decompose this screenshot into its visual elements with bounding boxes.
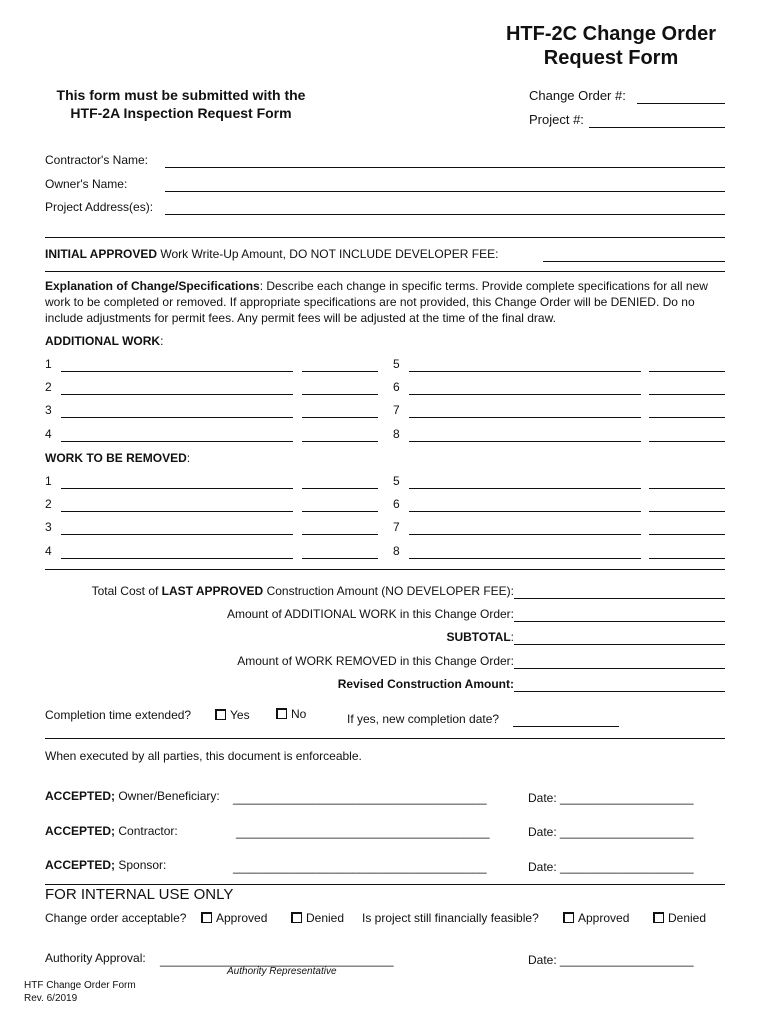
- authority-date-field[interactable]: Date: ____________________: [528, 953, 694, 967]
- address-label: Project Address(es):: [45, 200, 154, 214]
- removed-item-desc-field[interactable]: [61, 511, 293, 512]
- divider-3: [45, 738, 725, 739]
- removed-item-number: 3: [45, 520, 52, 534]
- additional-item-amount-field[interactable]: [302, 417, 378, 418]
- removed-item-number: 4: [45, 544, 52, 558]
- removed-amount-field[interactable]: [514, 668, 725, 669]
- footer-form-name: HTF Change Order Form: [24, 980, 136, 991]
- removed-item-number: 1: [45, 474, 52, 488]
- accepted-bold: ACCEPTED;: [45, 789, 116, 803]
- owner-date-field[interactable]: Date: ____________________: [528, 791, 694, 805]
- new-date-label: If yes, new completion date?: [347, 712, 500, 726]
- acceptable-label: Change order acceptable?: [45, 911, 187, 925]
- footer-revision: Rev. 6/2019: [24, 993, 78, 1004]
- feasible-denied-label: Denied: [668, 911, 707, 925]
- accepted-bold: ACCEPTED;: [45, 858, 116, 872]
- yes-checkbox[interactable]: [215, 709, 226, 720]
- initial-approved-rest: Work Write-Up Amount, DO NOT INCLUDE DEVELOPER FEE:: [157, 247, 499, 261]
- change-order-label: Change Order #:: [529, 88, 626, 103]
- removed-amount-label: Amount of WORK REMOVED in this Change Order:: [237, 654, 514, 668]
- additional-item-desc-field[interactable]: [409, 394, 641, 395]
- owner-label: Owner's Name:: [45, 177, 128, 191]
- additional-item-number: 5: [393, 357, 400, 371]
- removed-item-amount-field[interactable]: [649, 488, 725, 489]
- contractor-name-field[interactable]: [165, 167, 725, 168]
- divider-2: [45, 569, 725, 570]
- removed-item-number: 2: [45, 497, 52, 511]
- sponsor-date-field[interactable]: Date: ____________________: [528, 860, 694, 874]
- feasible-approved-checkbox[interactable]: [563, 912, 574, 923]
- no-label: No: [291, 707, 307, 721]
- additional-item-number: 8: [393, 427, 400, 441]
- initial-approved-bold: INITIAL APPROVED: [45, 247, 158, 261]
- explanation-text: [45, 278, 725, 326]
- work-removed-heading: [45, 451, 190, 465]
- feasible-approved-label: Approved: [578, 911, 630, 925]
- explanation-rest: : Describe each change in specific terms. Provide complete specifications for all new work to be completed or removed. If appropriate specifications are not provided, this Change Order will be DENIED. Do no include adjustments for permit fees. Any permit fees will be adjusted at the time of the final draw.: [45, 279, 708, 325]
- last-approved-amount-field[interactable]: [514, 598, 725, 599]
- contractor-signature-line[interactable]: ______________________________________: [236, 825, 490, 839]
- additional-item-amount-field[interactable]: [649, 441, 725, 442]
- additional-item-amount-field[interactable]: [649, 417, 725, 418]
- removed-item-amount-field[interactable]: [649, 511, 725, 512]
- additional-item-desc-field[interactable]: [409, 371, 641, 372]
- owner-name-field[interactable]: [165, 191, 725, 192]
- subtotal-text: SUBTOTAL: [446, 630, 511, 644]
- subtotal-field[interactable]: [514, 644, 725, 645]
- removed-item-desc-field[interactable]: [61, 558, 293, 559]
- denied-checkbox[interactable]: [291, 912, 302, 923]
- contractor-signature-label: [45, 824, 178, 838]
- completion-no-option[interactable]: [276, 707, 306, 721]
- sponsor-signature-line[interactable]: ______________________________________: [233, 860, 487, 874]
- last-approved-label: [92, 584, 514, 598]
- completion-label: Completion time extended?: [45, 708, 192, 722]
- change-order-number-field[interactable]: [637, 103, 725, 104]
- removed-item-number: 6: [393, 497, 400, 511]
- new-completion-date-field[interactable]: [513, 726, 619, 727]
- project-address-field[interactable]: [165, 214, 725, 215]
- enforce-text: When executed by all parties, this document is enforceable.: [45, 749, 362, 763]
- sponsor-role: Sponsor:: [115, 858, 167, 872]
- internal-use-heading: FOR INTERNAL USE ONLY: [45, 886, 234, 903]
- additional-item-desc-field[interactable]: [61, 394, 293, 395]
- acceptable-approved-option[interactable]: [201, 911, 267, 925]
- feasible-approved-option[interactable]: [563, 911, 629, 925]
- additional-item-desc-field[interactable]: [61, 371, 293, 372]
- additional-work-colon: :: [160, 334, 164, 348]
- additional-item-desc-field[interactable]: [61, 441, 293, 442]
- owner-signature-label: [45, 789, 220, 803]
- work-removed-colon: :: [186, 451, 191, 465]
- revised-amount-label: Revised Construction Amount:: [337, 677, 514, 691]
- additional-item-number: 3: [45, 403, 52, 417]
- additional-item-number: 6: [393, 380, 400, 394]
- contractor-label: Contractor's Name:: [45, 153, 148, 167]
- authority-approval-label: Authority Approval:: [45, 951, 146, 965]
- removed-item-amount-field[interactable]: [302, 488, 378, 489]
- owner-role: Owner/Beneficiary:: [115, 789, 220, 803]
- removed-item-amount-field[interactable]: [302, 558, 378, 559]
- removed-item-number: 8: [393, 544, 400, 558]
- yes-label: Yes: [230, 708, 250, 722]
- work-removed-heading-text: WORK TO BE REMOVED: [45, 451, 187, 465]
- denied-label: Denied: [306, 911, 345, 925]
- last-approved-bold: LAST APPROVED: [161, 584, 264, 598]
- additional-item-amount-field[interactable]: [302, 371, 378, 372]
- contractor-role: Contractor:: [115, 824, 178, 838]
- form-title-line1: HTF-2C Change Order: [505, 23, 717, 45]
- additional-work-heading-text: ADDITIONAL WORK: [45, 334, 161, 348]
- last-approved-post: Construction Amount (NO DEVELOPER FEE):: [263, 584, 514, 598]
- approved-label: Approved: [216, 911, 268, 925]
- feasible-denied-option[interactable]: [653, 911, 706, 925]
- approved-checkbox[interactable]: [201, 912, 212, 923]
- subtotal-colon: :: [510, 630, 514, 644]
- subtotal-label: [446, 630, 514, 644]
- revised-amount-field[interactable]: [514, 691, 725, 692]
- project-number-field[interactable]: [589, 127, 725, 128]
- additional-amount-label: Amount of ADDITIONAL WORK in this Change Order:: [227, 607, 514, 621]
- initial-approved-amount-field[interactable]: [543, 261, 725, 262]
- explanation-bold: Explanation of Change/Specifications: [45, 279, 260, 293]
- notice-line2: HTF-2A Inspection Request Form: [70, 105, 292, 121]
- acceptable-denied-option[interactable]: [291, 911, 344, 925]
- divider-1: [45, 271, 725, 272]
- removed-item-number: 5: [393, 474, 400, 488]
- form-title-line2: Request Form: [543, 47, 679, 69]
- additional-item-amount-field[interactable]: [649, 371, 725, 372]
- no-checkbox[interactable]: [276, 708, 287, 719]
- additional-work-heading: [45, 334, 163, 348]
- removed-item-desc-field[interactable]: [61, 534, 293, 535]
- completion-yes-option[interactable]: [215, 708, 250, 722]
- removed-item-desc-field[interactable]: [409, 488, 641, 489]
- authority-signature-line[interactable]: ___________________________________: [160, 953, 394, 967]
- removed-item-amount-field[interactable]: [302, 534, 378, 535]
- contractor-date-field[interactable]: Date: ____________________: [528, 825, 694, 839]
- owner-signature-line[interactable]: ______________________________________: [233, 791, 487, 805]
- additional-item-number: 1: [45, 357, 52, 371]
- notice-line1: This form must be submitted with the: [56, 87, 306, 103]
- sponsor-signature-label: [45, 858, 166, 872]
- divider-4: [45, 884, 725, 885]
- feasible-label: Is project still financially feasible?: [362, 911, 539, 925]
- additional-amount-field[interactable]: [514, 621, 725, 622]
- additional-item-number: 4: [45, 427, 52, 441]
- removed-item-desc-field[interactable]: [409, 511, 641, 512]
- project-label: Project #:: [529, 112, 584, 127]
- additional-item-number: 2: [45, 380, 52, 394]
- initial-approved-label: [45, 247, 498, 261]
- removed-item-amount-field[interactable]: [649, 534, 725, 535]
- removed-item-amount-field[interactable]: [649, 558, 725, 559]
- additional-item-amount-field[interactable]: [302, 441, 378, 442]
- removed-item-desc-field[interactable]: [61, 488, 293, 489]
- additional-item-desc-field[interactable]: [409, 417, 641, 418]
- additional-item-desc-field[interactable]: [409, 441, 641, 442]
- removed-item-amount-field[interactable]: [302, 511, 378, 512]
- additional-item-amount-field[interactable]: [302, 394, 378, 395]
- feasible-denied-checkbox[interactable]: [653, 912, 664, 923]
- additional-item-amount-field[interactable]: [649, 394, 725, 395]
- accepted-bold: ACCEPTED;: [45, 824, 116, 838]
- project-address-field-2[interactable]: [45, 237, 725, 238]
- authority-caption: Authority Representative: [227, 966, 337, 977]
- additional-item-number: 7: [393, 403, 400, 417]
- removed-item-desc-field[interactable]: [409, 534, 641, 535]
- last-approved-pre: Total Cost of: [91, 584, 162, 598]
- additional-item-desc-field[interactable]: [61, 417, 293, 418]
- removed-item-desc-field[interactable]: [409, 558, 641, 559]
- removed-item-number: 7: [393, 520, 400, 534]
